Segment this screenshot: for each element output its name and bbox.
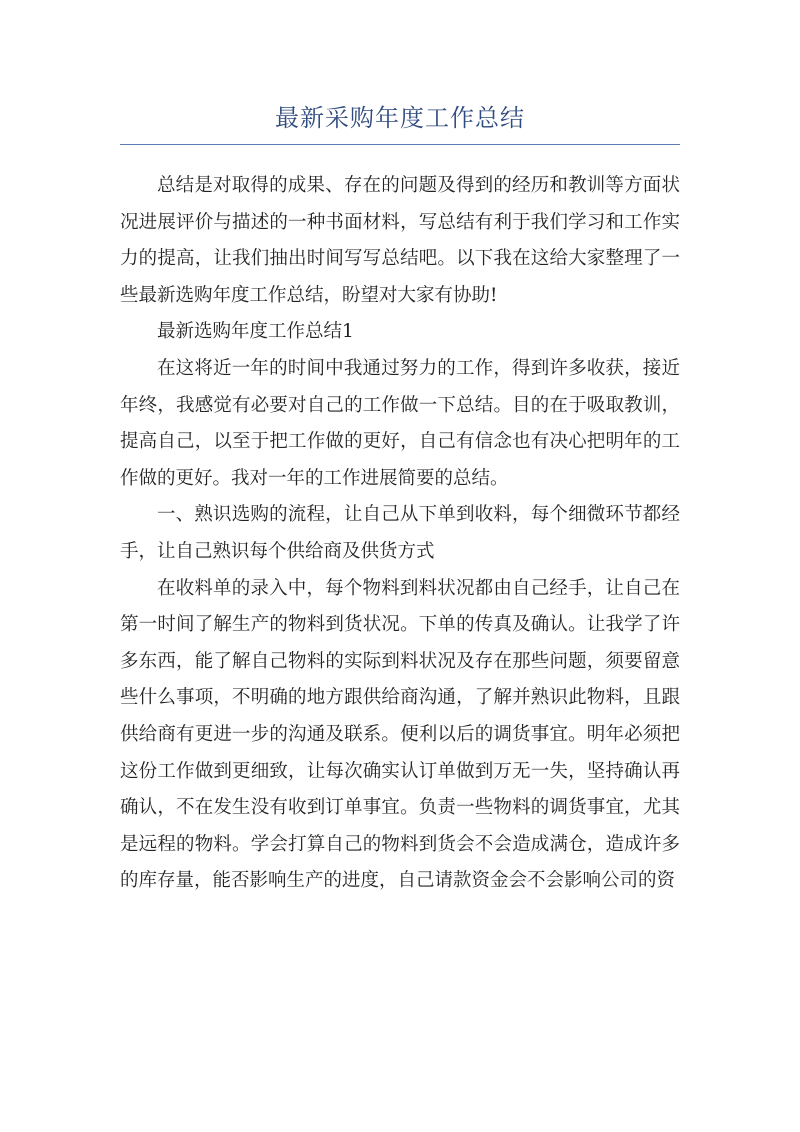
document-body <box>120 168 680 900</box>
paragraph-intro: 总结是对取得的成果、存在的问题及得到的经历和教训等方面状况进展评价与描述的一种书面材料，写总结有利于我们学习和工作实力的提高，让我们抽出时间写写总结吧。以下我在这给大家整理了一些最新选购年度工作总结，盼望对大家有协助! <box>120 175 680 306</box>
document-title: 最新采购年度工作总结 <box>275 104 525 132</box>
paragraph-section-1-body: 在收料单的录入中，每个物料到料状况都由自己经手，让自己在第一时间了解生产的物料到货状况。下单的传真及确认。让我学了许多东西，能了解自己物料的实际到料状况及存在那些问题，须要留意些什么事项，不明确的地方跟供给商沟通，了解并熟识此物料，且跟供给商有更进一步的沟通及联系。便利以后的调货事宜。明年必须把这份工作做到更细致，让每次确实认订单做到万无一失，坚持确认再确认，不在发生没有收到订单事宜。负责一些物料的调货事宜，尤其是远程的物料。学会打算自己的物料到货会不会造成满仓，造成许多的库存量，能否影响生产的进度，自己请款资金会不会影响公司的资 <box>120 577 680 892</box>
paragraph-summary-intro: 在这将近一年的时间中我通过努力的工作，得到许多收获，接近年终，我感觉有必要对自己的工作做一下总结。目的在于吸取教训，提高自己，以至于把工作做的更好，自己有信念也有决心把明年的工作做的更好。我对一年的工作进展简要的总结。 <box>120 357 680 489</box>
paragraph-section-1-heading: 一、熟识选购的流程，让自己从下单到收料，每个细微环节都经手，让自己熟识每个供给商及供货方式 <box>120 504 680 562</box>
title-underline <box>120 144 680 145</box>
paragraph-heading-1: 最新选购年度工作总结1 <box>157 321 354 343</box>
